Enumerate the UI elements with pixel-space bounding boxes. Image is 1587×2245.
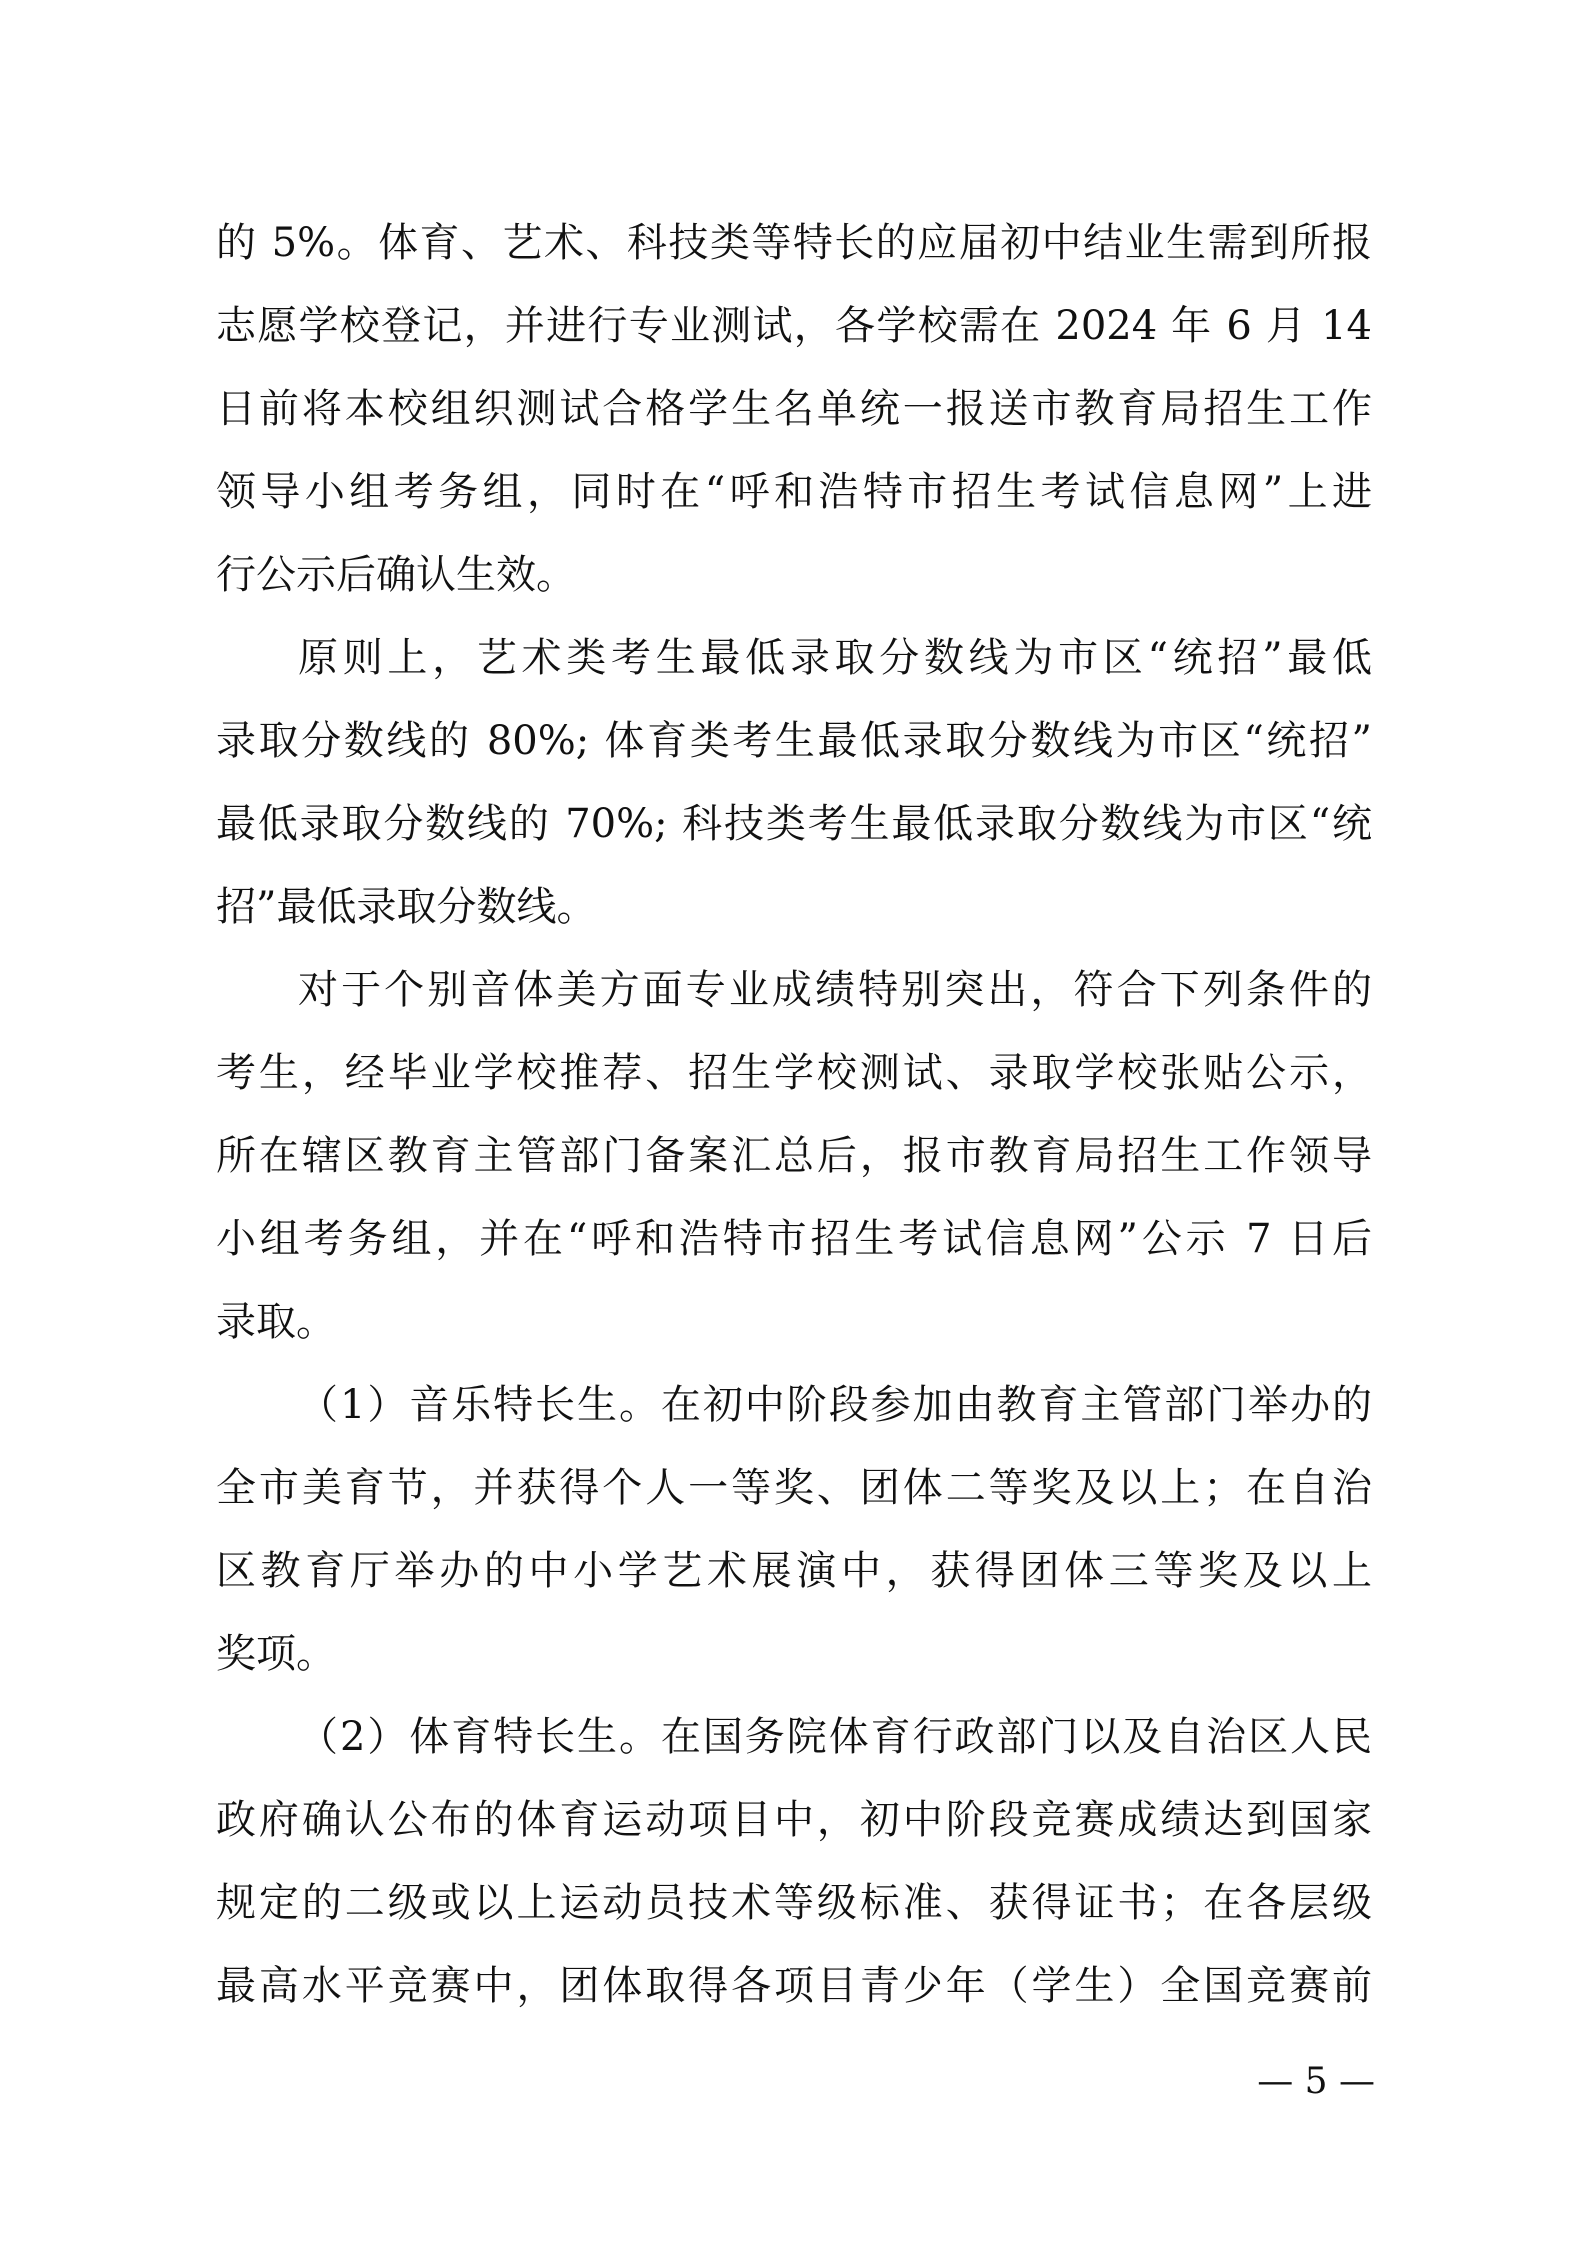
text-line-3: 日前将本校组织测试合格学生名单统一报送市教育局招生工作 <box>216 386 1372 432</box>
text-line-12: 所在辖区教育主管部门备案汇总后，报市教育局招生工作领导 <box>216 1133 1372 1179</box>
text-line-16: 全市美育节，并获得个人一等奖、团体二等奖及以上；在自治 <box>216 1465 1372 1511</box>
text-line-9: 招”最低录取分数线。 <box>216 884 597 930</box>
text-line-6: 原则上，艺术类考生最低录取分数线为市区“统招”最低 <box>298 635 1372 681</box>
text-line-15: （1）音乐特长生。在初中阶段参加由教育主管部门举办的 <box>298 1382 1372 1428</box>
text-line-11: 考生，经毕业学校推荐、招生学校测试、录取学校张贴公示， <box>216 1050 1372 1096</box>
text-line-21: 规定的二级或以上运动员技术等级标准、获得证书；在各层级 <box>216 1880 1372 1926</box>
page-number: — 5 — <box>1257 2061 1375 2102</box>
text-line-18: 奖项。 <box>216 1631 336 1677</box>
text-line-10: 对于个别音体美方面专业成绩特别突出，符合下列条件的 <box>298 967 1372 1013</box>
text-line-22: 最高水平竞赛中，团体取得各项目青少年（学生）全国竞赛前 <box>216 1963 1372 2009</box>
text-line-4: 领导小组考务组，同时在“呼和浩特市招生考试信息网”上进 <box>216 469 1372 515</box>
text-line-19: （2）体育特长生。在国务院体育行政部门以及自治区人民 <box>298 1714 1372 1760</box>
text-line-1: 的 5%。体育、艺术、科技类等特长的应届初中结业生需到所报 <box>216 220 1372 266</box>
text-line-8: 最低录取分数线的 70%; 科技类考生最低录取分数线为市区“统 <box>216 801 1372 847</box>
text-line-20: 政府确认公布的体育运动项目中，初中阶段竞赛成绩达到国家 <box>216 1797 1372 1843</box>
text-line-7: 录取分数线的 80%; 体育类考生最低录取分数线为市区“统招” <box>216 718 1372 764</box>
text-line-13: 小组考务组，并在“呼和浩特市招生考试信息网”公示 7 日后 <box>216 1216 1372 1262</box>
text-line-17: 区教育厅举办的中小学艺术展演中，获得团体三等奖及以上 <box>216 1548 1372 1594</box>
text-line-5: 行公示后确认生效。 <box>216 552 576 598</box>
text-line-2: 志愿学校登记，并进行专业测试，各学校需在 2024 年 6 月 14 <box>216 303 1372 349</box>
text-line-14: 录取。 <box>216 1299 336 1345</box>
